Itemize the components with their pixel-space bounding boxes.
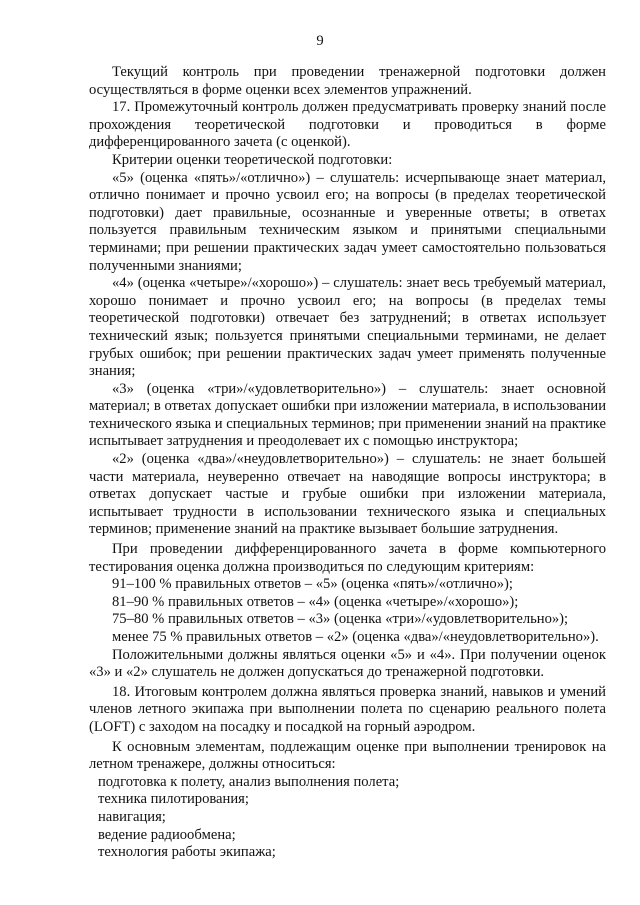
paragraph-main-elements: К основным элементам, подлежащим оценке при выполнении тренировок на летном тренажере, должны относиться:	[89, 738, 606, 773]
grading-line: 91–100 % правильных ответов – «5» (оценка «пять»/«отлично»);	[112, 576, 513, 593]
element-list-item: техника пилотирования;	[98, 791, 249, 808]
page-content	[89, 64, 606, 862]
paragraph-grade-2: «2» (оценка «два»/«неудовлетворительно») – слушатель: не знает большей части материала, неуверенно отвечает на наводящие вопросы инструктора; в ответах допускает частые и грубые ошибки при изложении материала, испытывает трудности в использовании технического языка и специальных терминов; применение знаний на практике вызывает большие затруднения.	[89, 451, 606, 538]
paragraph-positive-grades: Положительными должны являться оценки «5» и «4». При получении оценок «3» и «2» слушатель не должен допускаться до тренажерной подготовки.	[89, 646, 606, 681]
paragraph-criteria-heading: Критерии оценки теоретической подготовки:	[112, 151, 393, 168]
paragraph-grade-4: «4» (оценка «четыре»/«хорошо») – слушатель: знает весь требуемый материал, хорошо понимает и прочно усвоил его; на вопросы (в пределах темы теоретической подготовки) отвечает без затруднений; в ответах использует технический язык; пользуется принятыми специальными терминами, не делает грубых ошибок; при решении практических задач умеет применять полученные знания;	[89, 275, 606, 380]
element-list-item: ведение радиообмена;	[98, 826, 236, 843]
element-list-item: подготовка к полету, анализ выполнения полета;	[98, 773, 400, 790]
grading-line: менее 75 % правильных ответов – «2» (оценка «два»/«неудовлетворительно»).	[112, 629, 599, 645]
paragraph-17-intermediate-control: 17. Промежуточный контроль должен предусматривать проверку знаний после прохождения теоретической подготовки и проводиться в форме дифференцированного зачета (с оценкой).	[89, 99, 606, 151]
paragraph-grade-5: «5» (оценка «пять»/«отлично») – слушатель: исчерпывающе знает материал, отлично понимает и прочно усвоил его; на вопросы (в пределах теоретической подготовки) дает правильные, осознанные и уверенные ответы; в ответах пользуется правильным техническим языком и принятыми специальными терминами; при решении практических задач умеет самостоятельно пользоваться полученными знаниями;	[89, 169, 606, 274]
grading-line: 81–90 % правильных ответов – «4» (оценка «четыре»/«хорошо»);	[112, 593, 519, 610]
grading-line: 75–80 % правильных ответов – «3» (оценка «три»/«удовлетворительно»);	[112, 611, 569, 628]
paragraph-computer-testing: При проведении дифференцированного зачета в форме компьютерного тестирования оценка должна производиться по следующим критериям:	[89, 541, 606, 575]
element-list-item: технология работы экипажа;	[98, 844, 276, 861]
page-number: 9	[316, 33, 324, 49]
paragraph-grade-3: «3» (оценка «три»/«удовлетворительно») – слушатель: знает основной материал; в ответах допускает ошибки при изложении материала, в использовании технического языка и специальных терминов; при применении знаний на практике испытывает затруднения и преодолевает их с помощью инструктора;	[89, 380, 606, 450]
element-list-item: навигация;	[98, 808, 166, 825]
paragraph-18-final-control: 18. Итоговым контролем должна являться проверка знаний, навыков и умений членов летного экипажа при выполнении полета по сценарию реального полета (LOFT) с заходом на посадку и посадкой на горный аэродром.	[89, 683, 606, 735]
paragraph-current-control: Текущий контроль при проведении тренажерной подготовки должен осуществляться в форме оценки всех элементов упражнений.	[89, 64, 606, 98]
